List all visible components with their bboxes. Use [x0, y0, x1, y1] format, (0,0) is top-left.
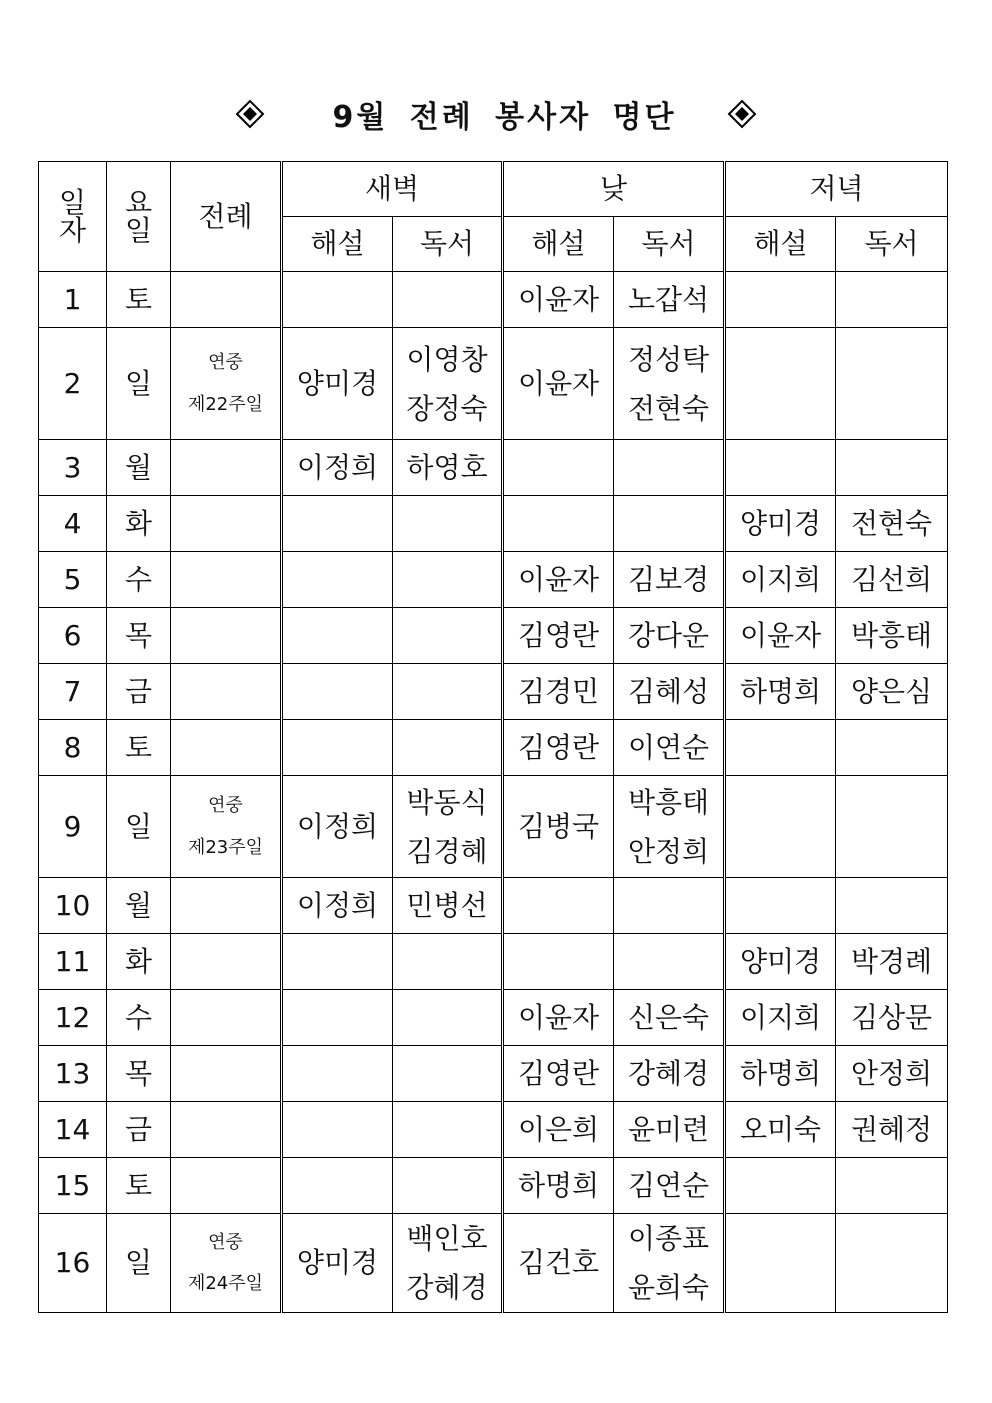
dawn-reading-cell [393, 328, 503, 440]
page-title: 9월 전례 봉사자 명단 [332, 100, 677, 135]
noon-commentary-cell [503, 1102, 614, 1158]
noon-commentary-value: 김영란 [517, 730, 600, 764]
dawn-commentary-cell [282, 552, 393, 608]
evening-commentary-value: 이지희 [739, 1000, 822, 1034]
dawn-reading-value: 민병선 [406, 889, 488, 922]
dawn-reading-cell [393, 440, 503, 496]
dawn-reading-cell [393, 720, 503, 776]
day-cell [39, 664, 107, 720]
evening-reading-value: 양은심 [850, 674, 933, 708]
noon-commentary-value: 김영란 [517, 1056, 600, 1090]
diamond-left-icon [240, 104, 260, 124]
header-weekday [107, 162, 171, 272]
header-noon: 낮 [503, 162, 725, 217]
dawn-commentary-cell [282, 1214, 393, 1313]
dawn-commentary-cell [282, 776, 393, 878]
dawn-commentary-cell [282, 608, 393, 664]
noon-commentary-cell [503, 496, 614, 552]
weekday-cell [107, 608, 171, 664]
weekday-cell [107, 272, 171, 328]
weekday-value: 일 [124, 1246, 153, 1280]
noon-commentary-value: 이윤자 [517, 366, 600, 400]
day-cell [39, 990, 107, 1046]
table-row [39, 328, 948, 440]
header-noon-commentary: 해설 [503, 217, 614, 272]
evening-reading-cell [836, 720, 948, 776]
noon-reading-cell [614, 664, 725, 720]
dawn-reading-cell [393, 1214, 503, 1313]
table-row [39, 1102, 948, 1158]
noon-commentary-value: 김병국 [517, 809, 600, 843]
evening-reading-cell [836, 272, 948, 328]
evening-reading-cell [836, 664, 948, 720]
weekday-cell [107, 328, 171, 440]
noon-commentary-value: 하명희 [517, 1168, 600, 1202]
evening-commentary-cell [725, 878, 836, 934]
noon-reading-cell [614, 1214, 725, 1313]
day-value: 6 [63, 618, 82, 652]
noon-reading-value: 김보경 [627, 563, 710, 596]
day-cell [39, 328, 107, 440]
header-evening-reading: 독서 [836, 217, 948, 272]
day-cell [39, 1158, 107, 1214]
noon-reading-cell [614, 496, 725, 552]
day-cell [39, 934, 107, 990]
noon-commentary-cell [503, 664, 614, 720]
evening-reading-value: 박경례 [850, 944, 933, 978]
noon-commentary-value: 김경민 [517, 674, 600, 708]
liturgy-line: 연중 [208, 1231, 243, 1253]
liturgy-cell [171, 496, 282, 552]
weekday-value: 토 [124, 282, 153, 316]
day-cell [39, 272, 107, 328]
noon-commentary-value: 이윤자 [517, 282, 600, 316]
dawn-commentary-cell [282, 1102, 393, 1158]
evening-commentary-cell [725, 1158, 836, 1214]
dawn-reading-value: 김경혜 [406, 834, 488, 868]
evening-reading-cell [836, 328, 948, 440]
table-row [39, 934, 948, 990]
liturgy-cell [171, 1102, 282, 1158]
noon-commentary-cell [503, 720, 614, 776]
table-row [39, 1214, 948, 1313]
noon-reading-cell [614, 1102, 725, 1158]
noon-reading-value: 이연순 [627, 731, 710, 764]
weekday-cell [107, 1214, 171, 1313]
table-row [39, 552, 948, 608]
noon-commentary-cell [503, 878, 614, 934]
evening-reading-cell [836, 440, 948, 496]
day-cell [39, 552, 107, 608]
weekday-cell [107, 552, 171, 608]
table-row [39, 776, 948, 878]
noon-reading-cell [614, 328, 725, 440]
day-value: 16 [54, 1246, 91, 1280]
noon-commentary-cell [503, 608, 614, 664]
dawn-reading-cell [393, 776, 503, 878]
liturgy-cell [171, 720, 282, 776]
table-row [39, 1158, 948, 1214]
evening-commentary-cell [725, 1214, 836, 1313]
noon-reading-value: 박흥태 [627, 785, 710, 819]
noon-commentary-value: 이은희 [517, 1112, 600, 1146]
noon-reading-value: 안정희 [627, 834, 710, 868]
weekday-cell [107, 440, 171, 496]
noon-reading-cell [614, 720, 725, 776]
table-row [39, 440, 948, 496]
evening-commentary-value: 오미숙 [739, 1112, 822, 1146]
evening-commentary-cell [725, 934, 836, 990]
weekday-value: 화 [124, 506, 153, 540]
day-value: 8 [63, 730, 82, 764]
noon-reading-cell [614, 552, 725, 608]
day-cell [39, 1046, 107, 1102]
weekday-value: 수 [124, 562, 153, 596]
noon-reading-cell [614, 440, 725, 496]
dawn-commentary-cell [282, 990, 393, 1046]
weekday-cell [107, 1102, 171, 1158]
evening-commentary-cell [725, 440, 836, 496]
weekday-value: 월 [124, 450, 153, 484]
day-value: 15 [54, 1168, 91, 1202]
day-value: 14 [54, 1112, 91, 1146]
header-day-label: 일자 [58, 185, 87, 247]
day-cell [39, 1102, 107, 1158]
dawn-commentary-cell [282, 496, 393, 552]
evening-commentary-value: 하명희 [739, 1056, 822, 1090]
dawn-reading-value: 박동식 [406, 785, 488, 819]
table-row [39, 1046, 948, 1102]
evening-reading-cell [836, 1046, 948, 1102]
day-cell [39, 1214, 107, 1313]
noon-reading-value: 노갑석 [627, 283, 710, 316]
weekday-cell [107, 878, 171, 934]
weekday-value: 일 [124, 809, 153, 843]
noon-reading-value: 이종표 [627, 1222, 710, 1255]
dawn-commentary-cell [282, 664, 393, 720]
day-cell [39, 720, 107, 776]
liturgy-line: 제24주일 [187, 1273, 264, 1294]
noon-reading-cell [614, 1046, 725, 1102]
dawn-commentary-value: 이정희 [296, 888, 379, 922]
dawn-commentary-value: 이정희 [296, 809, 379, 843]
dawn-reading-value: 강혜경 [406, 1271, 488, 1304]
header-day [39, 162, 107, 272]
evening-reading-cell [836, 934, 948, 990]
header-dawn: 새벽 [282, 162, 503, 217]
page-header [0, 92, 992, 136]
liturgy-cell [171, 1046, 282, 1102]
dawn-commentary-cell [282, 934, 393, 990]
weekday-value: 화 [124, 944, 153, 978]
evening-commentary-cell [725, 608, 836, 664]
day-cell [39, 496, 107, 552]
evening-commentary-cell [725, 496, 836, 552]
evening-reading-cell [836, 552, 948, 608]
weekday-value: 토 [124, 1168, 153, 1202]
header-weekday-label: 요일 [124, 185, 153, 247]
noon-reading-value: 윤희숙 [627, 1271, 710, 1304]
day-value: 10 [54, 888, 91, 922]
table-row [39, 272, 948, 328]
evening-commentary-cell [725, 1102, 836, 1158]
evening-reading-cell [836, 990, 948, 1046]
weekday-value: 수 [124, 1000, 153, 1034]
day-value: 9 [63, 809, 82, 843]
dawn-reading-cell [393, 1158, 503, 1214]
evening-reading-cell [836, 1214, 948, 1313]
evening-commentary-value: 양미경 [739, 506, 822, 540]
dawn-reading-cell [393, 878, 503, 934]
evening-reading-cell [836, 1102, 948, 1158]
dawn-reading-cell [393, 664, 503, 720]
evening-reading-value: 권혜정 [850, 1112, 933, 1146]
noon-commentary-cell [503, 1214, 614, 1313]
liturgy-line: 연중 [208, 352, 243, 374]
liturgy-cell [171, 934, 282, 990]
evening-commentary-value: 이윤자 [739, 618, 822, 652]
liturgy-cell [171, 440, 282, 496]
liturgy-cell [171, 608, 282, 664]
dawn-reading-cell [393, 496, 503, 552]
header-dawn-reading: 독서 [393, 217, 503, 272]
liturgy-cell [171, 552, 282, 608]
weekday-value: 목 [124, 618, 153, 652]
liturgy-line: 제23주일 [187, 836, 264, 858]
noon-commentary-cell [503, 934, 614, 990]
dawn-reading-cell [393, 552, 503, 608]
liturgy-cell [171, 1158, 282, 1214]
diamond-right-icon [732, 104, 752, 124]
day-cell [39, 776, 107, 878]
weekday-value: 월 [124, 888, 153, 922]
weekday-cell [107, 720, 171, 776]
dawn-reading-cell [393, 272, 503, 328]
dawn-commentary-value: 이정희 [296, 450, 379, 484]
noon-reading-cell [614, 878, 725, 934]
day-value: 7 [63, 674, 82, 708]
day-value: 1 [63, 282, 82, 316]
noon-commentary-cell [503, 440, 614, 496]
liturgy-cell [171, 990, 282, 1046]
evening-commentary-value: 하명희 [739, 674, 822, 708]
table-row [39, 990, 948, 1046]
evening-reading-cell [836, 776, 948, 878]
noon-commentary-cell [503, 1158, 614, 1214]
liturgy-line: 연중 [208, 795, 243, 817]
noon-reading-cell [614, 990, 725, 1046]
evening-commentary-cell [725, 990, 836, 1046]
evening-reading-cell [836, 496, 948, 552]
dawn-reading-value: 백인호 [406, 1222, 488, 1255]
noon-reading-cell [614, 776, 725, 878]
day-value: 13 [54, 1056, 91, 1090]
evening-commentary-cell [725, 328, 836, 440]
evening-commentary-cell [725, 272, 836, 328]
evening-reading-value: 김선희 [850, 562, 933, 596]
noon-commentary-cell [503, 776, 614, 878]
dawn-reading-value: 이영창 [406, 342, 488, 376]
liturgy-line: 제22주일 [187, 393, 264, 415]
dawn-commentary-value: 양미경 [296, 1246, 379, 1280]
dawn-reading-value: 하영호 [406, 451, 488, 484]
noon-commentary-cell [503, 328, 614, 440]
dawn-commentary-cell [282, 1046, 393, 1102]
noon-commentary-value: 김영란 [517, 618, 600, 652]
weekday-cell [107, 496, 171, 552]
table-row [39, 664, 948, 720]
liturgy-cell [171, 878, 282, 934]
weekday-cell [107, 1158, 171, 1214]
liturgy-cell [171, 776, 282, 878]
day-value: 3 [63, 450, 82, 484]
header-noon-reading: 독서 [614, 217, 725, 272]
dawn-commentary-cell [282, 1158, 393, 1214]
weekday-value: 금 [124, 674, 153, 708]
evening-reading-cell [836, 1158, 948, 1214]
dawn-reading-cell [393, 608, 503, 664]
evening-commentary-cell [725, 1046, 836, 1102]
day-cell [39, 440, 107, 496]
noon-reading-value: 강다운 [627, 619, 710, 652]
dawn-commentary-cell [282, 272, 393, 328]
noon-commentary-cell [503, 272, 614, 328]
noon-reading-value: 신은숙 [627, 1001, 710, 1034]
dawn-reading-cell [393, 1046, 503, 1102]
weekday-cell [107, 934, 171, 990]
day-value: 2 [63, 366, 82, 400]
weekday-value: 토 [124, 730, 153, 764]
weekday-cell [107, 776, 171, 878]
noon-commentary-cell [503, 990, 614, 1046]
dawn-commentary-cell [282, 720, 393, 776]
evening-reading-value: 안정희 [850, 1056, 933, 1090]
header-liturgy: 전례 [171, 162, 282, 272]
evening-reading-value: 김상문 [850, 1000, 933, 1034]
noon-reading-value: 김혜성 [627, 675, 710, 708]
noon-reading-value: 강혜경 [627, 1057, 710, 1090]
noon-reading-value: 정성탁 [627, 342, 710, 376]
table-row [39, 608, 948, 664]
day-value: 12 [54, 1000, 91, 1034]
liturgy-cell [171, 1214, 282, 1313]
evening-commentary-value: 양미경 [739, 944, 822, 978]
dawn-commentary-cell [282, 328, 393, 440]
evening-commentary-value: 이지희 [739, 562, 822, 596]
header-dawn-commentary: 해설 [282, 217, 393, 272]
evening-reading-cell [836, 608, 948, 664]
weekday-cell [107, 990, 171, 1046]
dawn-commentary-cell [282, 878, 393, 934]
day-value: 5 [63, 562, 82, 596]
noon-commentary-value: 이윤자 [517, 1000, 600, 1034]
dawn-commentary-cell [282, 440, 393, 496]
day-value: 11 [54, 944, 91, 978]
dawn-reading-cell [393, 990, 503, 1046]
evening-commentary-cell [725, 552, 836, 608]
dawn-reading-cell [393, 934, 503, 990]
noon-reading-cell [614, 1158, 725, 1214]
table-row [39, 720, 948, 776]
weekday-cell [107, 1046, 171, 1102]
evening-reading-value: 박흥태 [850, 618, 933, 652]
liturgy-cell [171, 272, 282, 328]
evening-reading-cell [836, 878, 948, 934]
noon-reading-cell [614, 934, 725, 990]
day-cell [39, 608, 107, 664]
liturgy-cell [171, 664, 282, 720]
day-value: 4 [63, 506, 82, 540]
dawn-commentary-value: 양미경 [296, 366, 379, 400]
noon-commentary-cell [503, 1046, 614, 1102]
table-row [39, 878, 948, 934]
noon-commentary-value: 이윤자 [517, 562, 600, 596]
header-evening: 저녁 [725, 162, 948, 217]
dawn-reading-cell [393, 1102, 503, 1158]
dawn-reading-value: 장정숙 [406, 391, 488, 425]
evening-commentary-cell [725, 664, 836, 720]
noon-reading-value: 전현숙 [627, 391, 710, 425]
noon-reading-cell [614, 272, 725, 328]
weekday-value: 금 [124, 1112, 153, 1146]
evening-commentary-cell [725, 720, 836, 776]
noon-commentary-value: 김건호 [517, 1246, 600, 1280]
day-cell [39, 878, 107, 934]
noon-reading-value: 윤미련 [627, 1113, 710, 1146]
evening-reading-value: 전현숙 [850, 506, 933, 540]
noon-reading-cell [614, 608, 725, 664]
evening-commentary-cell [725, 776, 836, 878]
liturgy-cell [171, 328, 282, 440]
weekday-cell [107, 664, 171, 720]
header-evening-commentary: 해설 [725, 217, 836, 272]
schedule-table [38, 161, 948, 1313]
weekday-value: 목 [124, 1056, 153, 1090]
table-row [39, 496, 948, 552]
weekday-value: 일 [124, 366, 153, 400]
noon-reading-value: 김연순 [627, 1169, 710, 1202]
noon-commentary-cell [503, 552, 614, 608]
